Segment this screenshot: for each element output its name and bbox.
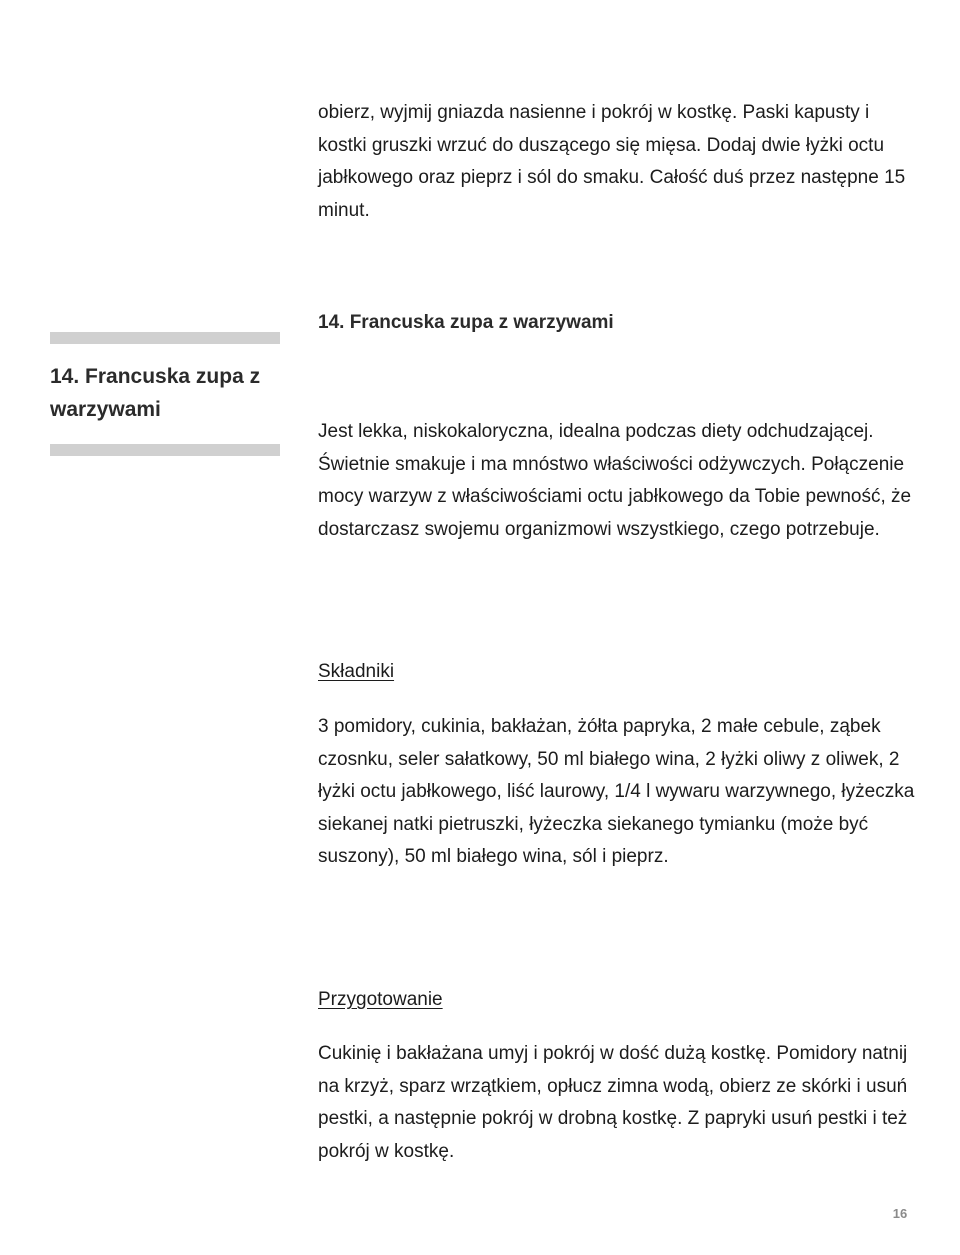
intro-paragraph: obierz, wyjmij gniazda nasienne i pokrój w kostkę. Paski kapusty i kostki gruszki wrzuć do duszącego się mięsa. Dodaj dwie łyżki octu jabłkowego oraz pieprz i sól do smaku. Całość duś przez następne 15 minut.	[318, 102, 906, 221]
ingredients-heading: Składniki	[318, 661, 395, 682]
sidebar-divider-bottom	[50, 444, 280, 456]
page-number: 16	[892, 1206, 908, 1221]
preparation-heading: Przygotowanie	[318, 989, 443, 1010]
section-title: 14. Francuska zupa z warzywami	[318, 312, 614, 333]
sidebar-title: 14. Francuska zupa z warzywami	[50, 365, 261, 421]
sidebar-divider-top	[50, 332, 280, 344]
ingredients-list: 3 pomidory, cukinia, bakłażan, żółta papryka, 2 małe cebule, ząbek czosnku, seler sałatkowy, 50 ml białego wina, 2 łyżki oliwy z oliwek, 2 łyżki octu jabłkowego, liść laurowy, 1/4 l wywaru warzywnego, łyżeczka siekanej natki pietruszki, łyżeczka siekanego tymianku (może być suszony), 50 ml białego wina, sól i pieprz.	[318, 716, 915, 867]
preparation-steps: Cukinię i bakłażana umyj i pokrój w dość dużą kostkę. Pomidory natnij na krzyż, sparz wrzątkiem, opłucz zimna wodą, obierz ze skórki i usuń pestki, a następnie pokrój w drobną kostkę. Z papryki usuń pestki i też pokrój w kostkę.	[318, 1043, 908, 1162]
recipe-description: Jest lekka, niskokaloryczna, idealna podczas diety odchudzającej. Świetnie smakuje i ma mnóstwo właściwości odżywczych. Połączenie mocy warzyw z właściwościami octu jabłkowego da Tobie pewność, że dostarczasz swojemu organizmowi wszystkiego, czego potrzebuje.	[318, 421, 912, 540]
